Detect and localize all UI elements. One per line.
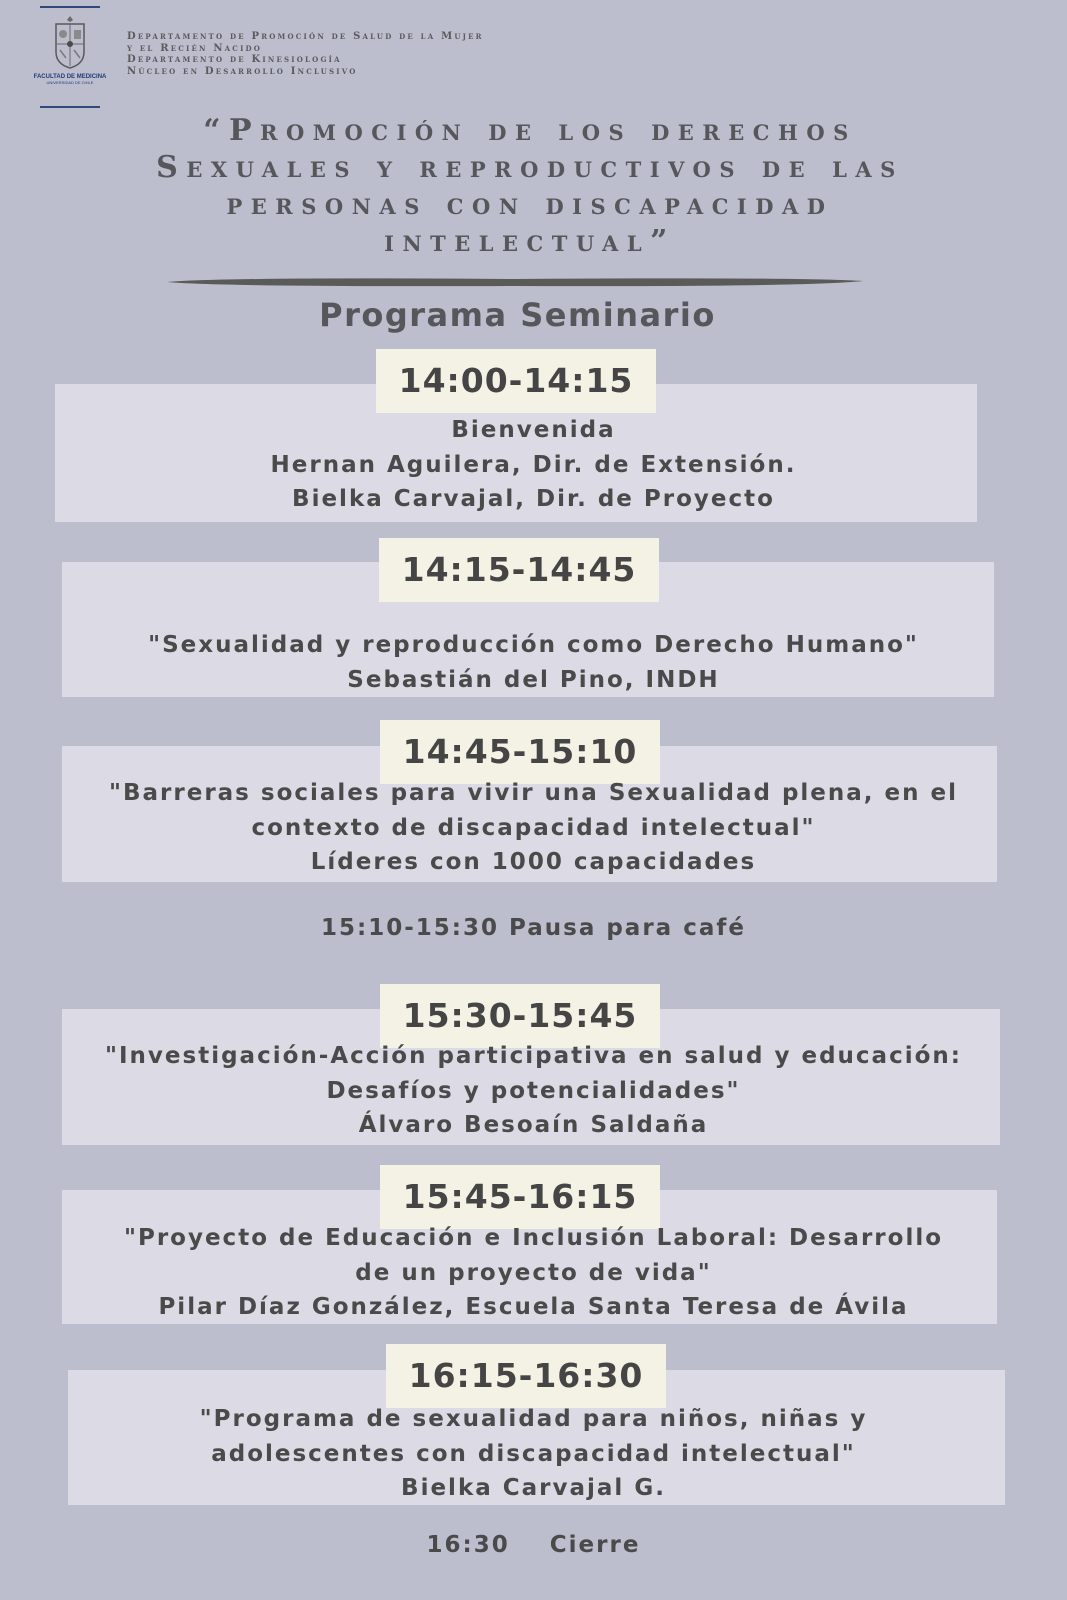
closing: 16:30 Cierre bbox=[426, 1532, 641, 1558]
session-line: Pilar Díaz González, Escuela Santa Teresa de Ávila bbox=[158, 1294, 909, 1320]
faculty-name: FACULTAD DE MEDICINA bbox=[33, 74, 107, 80]
department-list bbox=[127, 31, 484, 77]
page-title bbox=[60, 112, 1000, 260]
session-line: Bielka Carvajal G. bbox=[401, 1475, 666, 1501]
session-line: "Programa de sexualidad para niños, niñas y bbox=[199, 1406, 868, 1432]
session-details bbox=[0, 1402, 1067, 1506]
session-details bbox=[0, 1039, 1067, 1143]
title-line: “Promoción de los derechos bbox=[203, 113, 857, 148]
session-line: Hernan Aguilera, Dir. de Extensión. bbox=[270, 451, 797, 478]
session-line: Bielka Carvajal, Dir. de Proyecto bbox=[292, 486, 775, 512]
session-line: Sebastián del Pino, INDH bbox=[347, 666, 720, 693]
university-name: UNIVERSIDAD DE CHILE bbox=[46, 80, 94, 85]
session-time: 14:15-14:45 bbox=[379, 538, 659, 602]
title-line: intelectual” bbox=[384, 224, 676, 259]
faculty-logo bbox=[33, 6, 107, 108]
session-details bbox=[0, 1221, 1067, 1325]
session-line: Líderes con 1000 capacidades bbox=[310, 849, 757, 875]
title-line: personas con discapacidad bbox=[226, 187, 834, 222]
session-line: de un proyecto de vida" bbox=[355, 1259, 712, 1286]
session-line: contexto de discapacidad intelectual" bbox=[251, 814, 816, 841]
session-time: 16:15-16:30 bbox=[386, 1344, 666, 1408]
title-line: Sexuales y reproductivos de las bbox=[156, 150, 904, 185]
department-line: y el Recién Nacido bbox=[127, 42, 263, 54]
session-time: 15:30-15:45 bbox=[380, 984, 660, 1048]
session-time: 15:45-16:15 bbox=[380, 1165, 660, 1229]
session-details bbox=[0, 776, 1067, 880]
session-details bbox=[0, 628, 1067, 697]
session-line: Bienvenida bbox=[451, 417, 616, 443]
university-crest-icon bbox=[50, 14, 90, 70]
department-line: Departamento de Promoción de Salud de la Mujer bbox=[127, 31, 484, 42]
session-line: adolescentes con discapacidad intelectual" bbox=[211, 1440, 856, 1467]
session-line: "Sexualidad y reproducción como Derecho Humano" bbox=[148, 632, 919, 658]
coffee-break: 15:10-15:30 Pausa para café bbox=[321, 915, 746, 941]
session-time: 14:00-14:15 bbox=[376, 349, 656, 413]
session-line: Desafíos y potencialidades" bbox=[326, 1077, 741, 1104]
department-line: Departamento de Kinesiología bbox=[127, 54, 342, 65]
brush-divider bbox=[165, 275, 865, 289]
session-line: "Barreras sociales para vivir una Sexualidad plena, en el bbox=[109, 780, 958, 806]
session-line: "Investigación-Acción participativa en salud y educación: bbox=[105, 1043, 962, 1069]
session-line: Álvaro Besoaín Saldaña bbox=[358, 1112, 709, 1138]
session-line: "Proyecto de Educación e Inclusión Laboral: Desarrollo bbox=[123, 1225, 944, 1251]
session-details bbox=[0, 413, 1067, 517]
program-subtitle: Programa Seminario bbox=[319, 296, 716, 334]
session-time: 14:45-15:10 bbox=[380, 720, 660, 784]
department-line: Núcleo en Desarrollo Inclusivo bbox=[127, 65, 358, 77]
